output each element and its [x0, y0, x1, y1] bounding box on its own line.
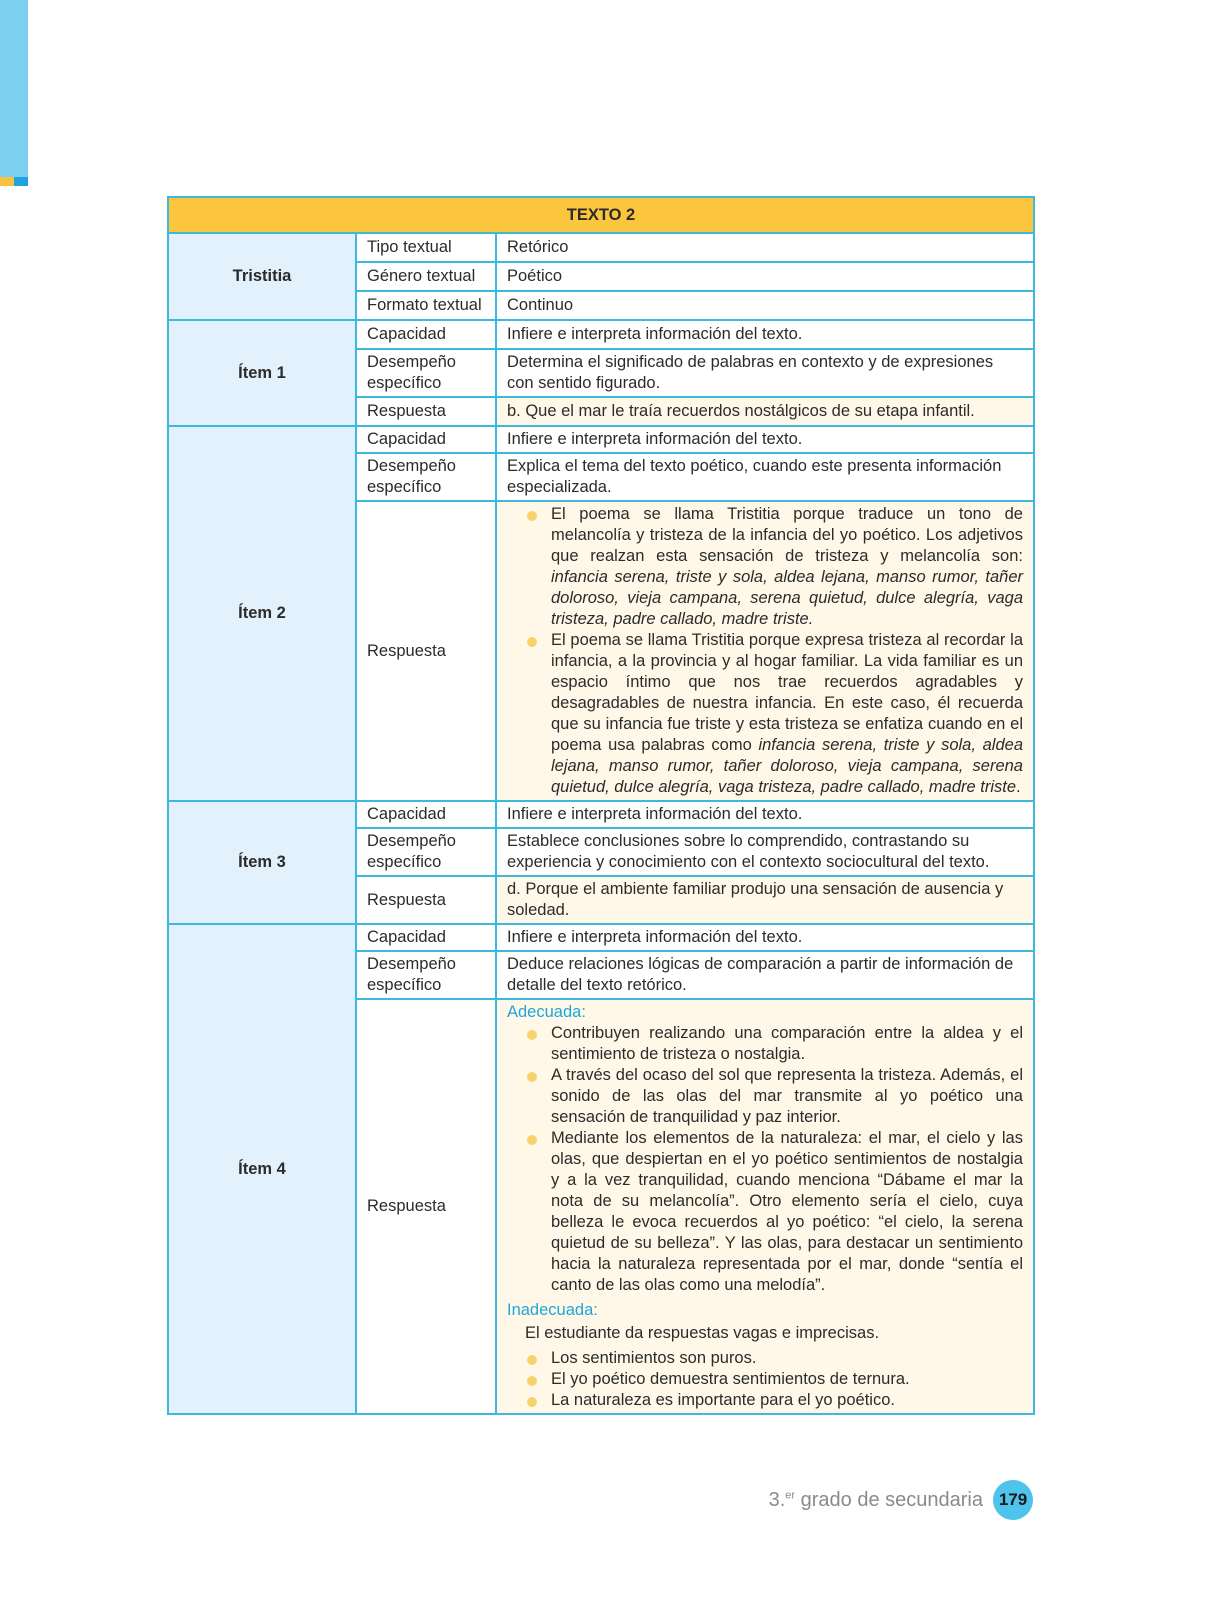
- text-title: Tristitia: [168, 233, 356, 320]
- capacidad-label: Capacidad: [356, 320, 496, 349]
- desempeno-label: Desempeño específico: [356, 951, 496, 999]
- tipo-value: Retórico: [496, 233, 1034, 262]
- item2-title: Ítem 2: [168, 426, 356, 801]
- table-row: [168, 320, 1034, 349]
- respuesta-label: Respuesta: [356, 876, 496, 924]
- list-item: A través del ocaso del sol que representa la tristeza. Además, el sonido de las olas del mar transmite al yo poético una sensación de tranquilidad y paz interior.: [525, 1065, 1023, 1128]
- list-item: Los sentimientos son puros.: [525, 1348, 1023, 1369]
- table-row: [168, 924, 1034, 951]
- list-item: Mediante los elementos de la naturaleza: el mar, el cielo y las olas, que despiertan en el yo poético sentimientos de nostalgia y a la vez tranquilidad, cuando menciona “Dábame el mar la nota de su melancolía”. Otro elemento sería el cielo, cuya belleza le evoca recuerdos al yo poético: “el cielo, la serena quietud de su belleza”. Y las olas, para destacar un sentimiento hacia la naturaleza representada por el mar, donde “sentía el canto de las olas como una melodía”.: [525, 1128, 1023, 1296]
- item2-desempeno: Explica el tema del texto poético, cuando este presenta información especializada.: [496, 453, 1034, 501]
- capacidad-label: Capacidad: [356, 924, 496, 951]
- desempeno-label: Desempeño específico: [356, 349, 496, 397]
- genero-value: Poético: [496, 262, 1034, 291]
- respuesta-label: Respuesta: [356, 999, 496, 1414]
- item1-desempeno: Determina el significado de palabras en contexto y de expresiones con sentido figurado.: [496, 349, 1034, 397]
- genero-label: Género textual: [356, 262, 496, 291]
- item1-title: Ítem 1: [168, 320, 356, 426]
- item4-title: Ítem 4: [168, 924, 356, 1414]
- item4-capacidad: Infiere e interpreta información del texto.: [496, 924, 1034, 951]
- tipo-label: Tipo textual: [356, 233, 496, 262]
- table-row: [168, 801, 1034, 828]
- item3-title: Ítem 3: [168, 801, 356, 924]
- desempeno-label: Desempeño específico: [356, 453, 496, 501]
- respuesta-label: Respuesta: [356, 397, 496, 426]
- inadecuada-list: [507, 1348, 1023, 1411]
- list-item: El poema se llama Tristitia porque traduce un tono de melancolía y tristeza de la infancia del yo poético. Los adjetivos que realzan esta sensación de tristeza y melancolía son: infancia serena, triste y sola, aldea lejana, manso rumor, tañer doloroso, vieja campana, serena quietud, dulce alegría, vaga tristeza, padre callado, madre triste.: [525, 504, 1023, 630]
- side-color-strip: [0, 0, 28, 186]
- table-header: TEXTO 2: [168, 197, 1034, 233]
- capacidad-label: Capacidad: [356, 426, 496, 453]
- item4-desempeno: Deduce relaciones lógicas de comparación a partir de información de detalle del texto retórico.: [496, 951, 1034, 999]
- item4-respuesta: [496, 999, 1034, 1414]
- inadecuada-label: Inadecuada:: [507, 1301, 598, 1319]
- grade-label: 3.$^{er}$ grado de secundaria: [768, 1488, 983, 1511]
- item1-capacidad: Infiere e interpreta información del texto.: [496, 320, 1034, 349]
- desempeno-label: Desempeño específico: [356, 828, 496, 876]
- adecuada-label: Adecuada:: [507, 1003, 586, 1021]
- item2-capacidad: Infiere e interpreta información del texto.: [496, 426, 1034, 453]
- list-item: El poema se llama Tristitia porque expresa tristeza al recordar la infancia, a la provincia y al hogar familiar. La vida familiar es un espacio íntimo que nos trae recuerdos agradables y desagradables de nuestra infancia. En este caso, él recuerda que su infancia fue triste y esta tristeza se enfatiza cuando en el poema usa palabras como infancia serena, triste y sola, aldea lejana, manso rumor, tañer doloroso, vieja campana, serena quietud, dulce alegría, vaga tristeza, padre callado, madre triste.: [525, 630, 1023, 798]
- evaluation-table: [167, 196, 1035, 1415]
- list-item: La naturaleza es importante para el yo poético.: [525, 1390, 1023, 1411]
- table-row: [168, 233, 1034, 262]
- capacidad-label: Capacidad: [356, 801, 496, 828]
- item1-respuesta: b. Que el mar le traía recuerdos nostálgicos de su etapa infantil.: [496, 397, 1034, 426]
- table-row: [168, 426, 1034, 453]
- formato-label: Formato textual: [356, 291, 496, 320]
- list-item: Contribuyen realizando una comparación entre la aldea y el sentimiento de tristeza o nostalgia.: [525, 1023, 1023, 1065]
- strip-blue-mark: [14, 177, 28, 186]
- inadecuada-intro: El estudiante da respuestas vagas e imprecisas.: [525, 1324, 880, 1342]
- item2-respuesta: [496, 501, 1034, 801]
- item2-answer-list: [507, 504, 1023, 798]
- table-header-row: [168, 197, 1034, 233]
- item3-capacidad: Infiere e interpreta información del texto.: [496, 801, 1034, 828]
- item3-desempeno: Establece conclusiones sobre lo comprendido, contrastando su experiencia y conocimiento con el contexto sociocultural del texto.: [496, 828, 1034, 876]
- respuesta-label: Respuesta: [356, 501, 496, 801]
- formato-value: Continuo: [496, 291, 1034, 320]
- list-item: El yo poético demuestra sentimientos de ternura.: [525, 1369, 1023, 1390]
- strip-yellow-mark: [0, 177, 14, 186]
- item3-respuesta: d. Porque el ambiente familiar produjo una sensación de ausencia y soledad.: [496, 876, 1034, 924]
- page-number-badge: 179: [993, 1480, 1033, 1520]
- adecuada-list: [507, 1023, 1023, 1296]
- page-footer: [769, 1480, 1033, 1520]
